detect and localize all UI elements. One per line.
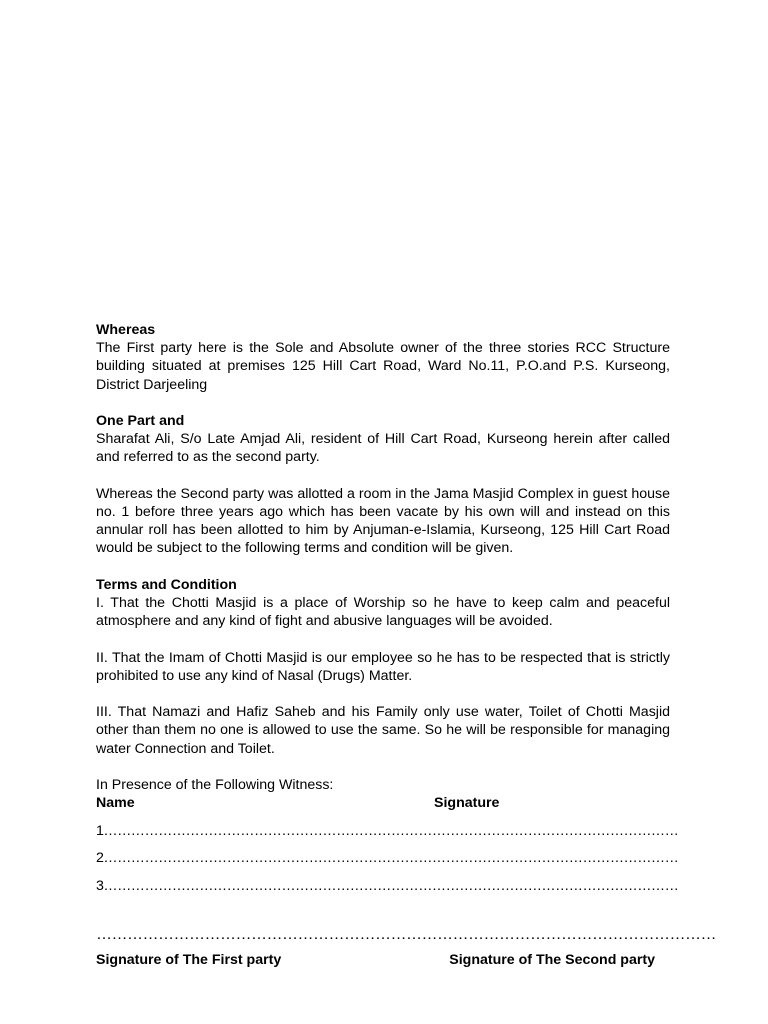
witness-name-line: 3………………………………………………………… (96, 877, 405, 894)
whereas-heading: Whereas (96, 322, 156, 338)
witness-signature-line: …………………………………………………… (404, 850, 679, 867)
whereas-paragraph: The First party here is the Sole and Absolute owner of the three stories RCC Structure building situated at premises 125 Hill Cart Road, Ward No.11, P.O.and P.S. Kurseong, District Darjeeling (96, 340, 670, 393)
witness-header (96, 794, 670, 812)
term-2: II. That the Imam of Chotti Masjid is our employee so he has to be respected that is strictly prohibited to use any kind of Nasal (Drugs) Matter. (96, 649, 670, 684)
second-party-signature-label: Signature of The Second party (449, 952, 655, 968)
witness-row (96, 840, 679, 868)
one-part-heading: One Part and (96, 413, 185, 429)
term-3: III. That Namazi and Hafiz Saheb and his Family only use water, Toilet of Chotti Masjid other than them no one is allowed to use the same. So he will be responsible for managing water Connection and Toilet. (96, 704, 670, 757)
terms-heading: Terms and Condition (96, 576, 237, 593)
allotment-paragraph: Whereas the Second party was allotted a room in the Jama Masjid Complex in guest house no. 1 before three years ago which has been vacate by his own will and instead on this annular roll has been allotted to him by Anjuman-e-Islamia, Kurseong, 125 Hill Cart Road would be subject to the following terms and condition will be given. (96, 485, 670, 557)
witness-signature-line: …………………………………………………… (404, 877, 679, 894)
witness-name-line: 1………………………………………………………… (96, 822, 405, 839)
witness-row (96, 812, 679, 840)
document-body (96, 321, 679, 895)
first-party-signature-label: Signature of The First party (96, 952, 282, 968)
name-column-header: Name (96, 795, 135, 812)
second-party-paragraph: Sharafat Ali, S/o Late Amjad Ali, resident of Hill Cart Road, Kurseong herein after called and referred to as the second party. (96, 431, 670, 466)
party-signature-labels (96, 952, 670, 968)
second-party-signature-line: …………………………………………………… (406, 926, 716, 943)
signature-column-header: Signature (434, 795, 500, 812)
witness-intro: In Presence of the Following Witness: (96, 776, 334, 793)
witness-row (96, 867, 679, 895)
party-signature-lines (96, 926, 716, 944)
term-1: I. That the Chotti Masjid is a place of Worship so he have to keep calm and peaceful atmosphere and any kind of fight and abusive languages will be avoided. (96, 595, 670, 630)
witness-signature-line: …………………………………………………… (404, 822, 679, 839)
witness-name-line: 2………………………………………………………… (96, 850, 405, 867)
first-party-signature-line: …………………………………………………… (96, 926, 406, 943)
